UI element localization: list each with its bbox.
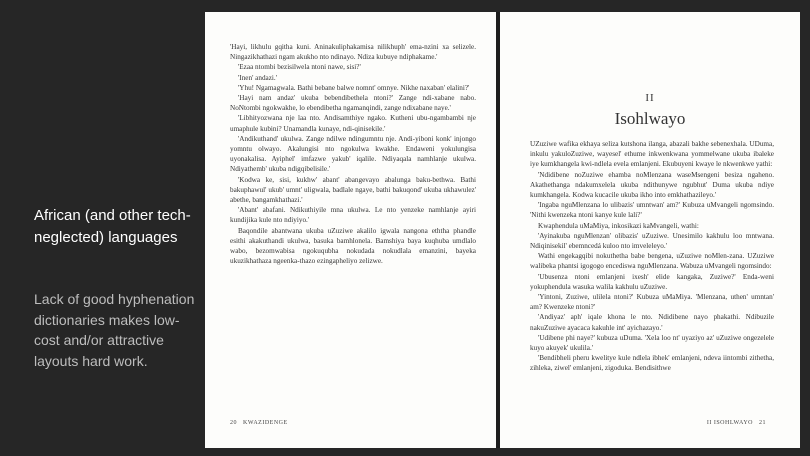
paragraph: 'Bendibheli pheru kwelitye kule ndlela ibhek' emlanjeni, ndeva iintombi zithetha, zihleka, ziwel' emlanjeni, zigoduka. Bendisithwe (530, 354, 774, 373)
right-book-page (500, 12, 800, 448)
running-head: II ISOHLWAYO (706, 420, 753, 426)
paragraph: Wathi engekagqibi nokuthetha babe bengena, uZuziwe noMlen-zana. UZuziwe walibeka phantsi igogogo encediswa nguMlenzana. Wabuza uMvangeli ngomsindo: (530, 252, 774, 271)
chapter-number: II (645, 92, 655, 104)
left-book-page (205, 12, 496, 448)
paragraph: 'Hayi nam andaz' ukuba bebendibethela ntoni?' Zange ndi-xabane nabo. NoNtombi ngokwakhe, lo ebendibetha ngamanqindi, zange ndixabane naye.' (230, 94, 476, 113)
right-page-footer (707, 420, 772, 426)
paragraph: 'Libhityozwana nje laa nto. Andisamthiye ngako. Kutheni ubu-ngambambi nje umaphule kubini? Unamandla kunaye, ndi-qinisekile.' (230, 114, 476, 133)
left-page-footer (230, 420, 294, 426)
paragraph: UZuziwe wafika ekhaya seliza kutshona ilanga, abazali bakhe sebenexhala. UDuma, inkulu yakuloZuziwe, wayesel' ethume inkwenkwana yommelwane ukuba ibaleke iye kumkhangela kwi-ndlela evela emlanjeni. Ekubuyeni kwaye le nkwenkwe yathi: (530, 140, 774, 169)
running-head: KWAZIDENGE (243, 420, 288, 426)
paragraph: 'Yhu! Ngamagwala. Bathi bebane balwe nomnt' omnye. Nikhe naxaban' elalini?' (238, 83, 470, 92)
paragraph: 'Ingaba nguMlenzana lo ulibazis' umntwan' am?' Kubuza uMvangeli ngomsindo. 'Nithi kwenzeka ntoni kanye kule lali?' (530, 201, 774, 220)
paragraph: 'Ubusenza ntoni emlanjeni ixesh' elide kangaka, Zuziwe?' Enda-weni yokuphendula wasuka walila kakhulu uZuziwe. (530, 272, 774, 291)
paragraph: 'Ndidibene noZuziwe ehamba noMlenzana waseMsengeni besiza ngaheno. Akathethanga ndakumxelela ukuba ndithunywe ngubhut' Duma ukuba ndiye kumkhangela. Kodwa kucacile ukuba ikho into emkhathazileyo.' (530, 170, 774, 200)
slide-body-text: Lack of good hyphenation dictionaries makes low-cost and/or attractive layouts hard work. (34, 291, 195, 369)
left-page-text (230, 42, 476, 266)
chapter-title: Isohlwayo (614, 109, 686, 128)
right-page-text (530, 139, 774, 374)
paragraph: 'Ezaa ntombi bezisilwela ntoni nawe, sisi?' (238, 63, 361, 72)
paragraph: 'Andikuthand' ukulwa. Zange ndilwe ndingumntu nje. Andi-yiboni konk' injongo yomntu olwayo. Akalungisi nto ngokulwa kwakhe. Endaweni yokulungisa uyonakalisa. Ayiphel' imfazwe yakub' iqalile. Ndiyaqala namhlanje ukulwa. Ndiyathemb' ukuba ndigqibelisile.' (230, 134, 476, 174)
paragraph: 'Ayinakuba nguMlenzan' olibazis' uZuziwe. Unesimilo kakhulu loo mntwana. Ndiqinisekil' ebemncedá kuloo nto imveleleyo.' (530, 231, 774, 251)
paragraph: 'Yintoni, Zuziwe, ulilela ntoni?' Kubuza uMaMiya. 'Mlenzana, uthen' umntan' am? Kwenzeke ntoni?' (530, 293, 774, 312)
slide-heading: African (and other tech-neglected) languages (34, 207, 191, 246)
paragraph: Baqondile abantwana ukuba uZuziwe akalilo igwala nangona eththa phandle esithi akakuthandi ukulwa, basuka bamhlonela. Bamshiya baya kuqhuba umdlalo wabo, bezomwabisa ngokuqubha nokudada nokudlala emanzini, bayeka ukuzikhathaza ngeenka-thazo ezingapheliyo zelizwe. (230, 226, 476, 266)
paragraph: 'Kodwa ke, sisi, kukhw' abant' abangevayo abalunga baku-bethwa. Bathi bakuphawul' ukub' umnt' uligwala, badlale ngaye, bathi bakuqond' ukuba ukhawulez' abethe, bangamkhathazi.' (230, 175, 476, 205)
paragraph: Kwaphendula uMaMiya, inkosikazi kaMvangeli, wathi: (538, 221, 699, 230)
paragraph: 'Inen' andazi.' (238, 73, 278, 82)
slide-sidebar (0, 0, 205, 456)
page-number: 21 (759, 420, 766, 426)
paragraph: 'Abant' abafani. Ndikuthiyile mna ukulwa. Le nto yenzeke namhlanje ayiri kundijika kule nto ndiyiyo.' (230, 206, 476, 225)
paragraph: 'Andiyaz' aph' iqale khona le nto. Ndidibene nayo phakathi. Ndibuzile nakuZuziwe ayacaca kakuhle int' ayichazayo.' (530, 313, 774, 332)
paragraph: 'Hayi, likhulu gqitha kuni. Aninakuliphakamisa nilikhuph' ema-nzini xa selizele. Ningazikhathazi ngam akukho nto ndinayo. Ndiza kubuye ndiphakame.' (230, 43, 476, 62)
page-number: 20 (230, 420, 237, 426)
paragraph: 'Udibene phi naye?' kubuza uDuma. 'Xela loo nt' uyaziyo az' uZuziwe ongezelele kuyo akuyek' ukulila.' (530, 333, 774, 353)
